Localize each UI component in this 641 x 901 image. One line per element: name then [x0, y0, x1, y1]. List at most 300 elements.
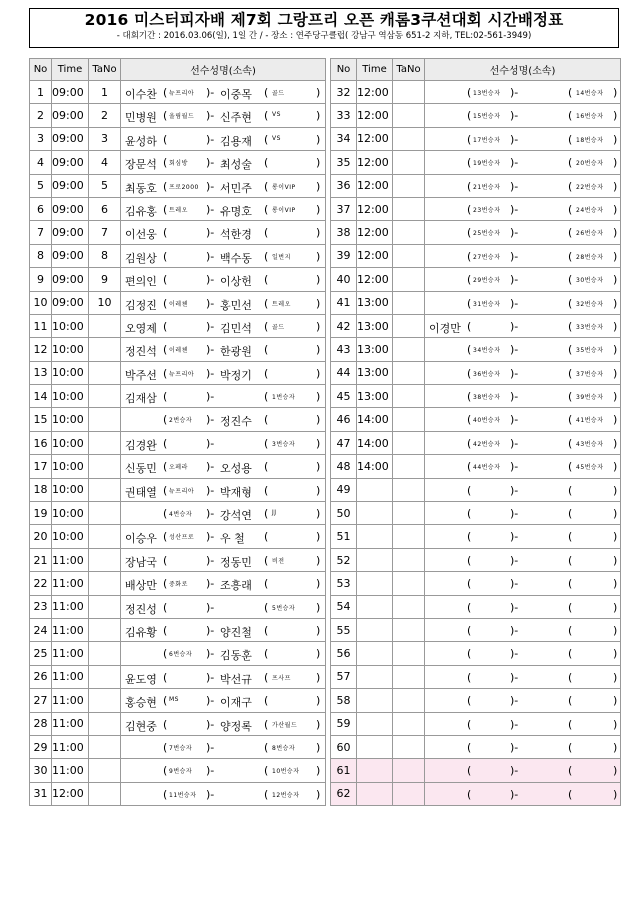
paren-open: (: [264, 86, 269, 99]
table-row: [30, 268, 326, 291]
paren-close-dash: )-: [510, 436, 519, 450]
row-table-number: [393, 197, 425, 220]
player2-name: 이상헌: [220, 275, 252, 289]
row-table-number: [393, 455, 425, 478]
row-number: 57: [331, 665, 357, 688]
row-time: 12:00: [357, 221, 393, 244]
row-table-number: [89, 338, 121, 361]
player1-name: 배상만: [125, 579, 157, 593]
player1-name: 장남국: [125, 555, 157, 569]
row-players: [425, 525, 621, 548]
row-players: [121, 642, 326, 665]
row-time: 10:00: [52, 478, 89, 501]
row-time: 10:00: [52, 525, 89, 548]
player2-club: 프사프: [272, 674, 291, 682]
row-table-number: [89, 361, 121, 384]
paren-open: (: [163, 179, 168, 193]
row-time: 13:00: [357, 291, 393, 314]
paren-open: (: [163, 226, 168, 240]
player1-club: 27번승자: [473, 253, 501, 261]
player1-club: 19번승자: [473, 160, 501, 168]
table-row: [30, 174, 326, 197]
player1-club: 40번승자: [473, 417, 501, 425]
paren-open: (: [467, 343, 472, 357]
player1-name: 김경완: [125, 438, 157, 452]
row-time: 09:00: [52, 151, 89, 174]
paren-open: (: [264, 623, 269, 637]
player1-name: 윤성하: [125, 134, 157, 148]
player1-club: 올림월드: [169, 113, 195, 121]
paren-close: ): [613, 577, 618, 591]
column-header-time: Time: [52, 59, 89, 81]
player1-name: 민병원: [125, 111, 157, 125]
row-table-number: [89, 502, 121, 525]
row-table-number: [89, 408, 121, 431]
paren-open: (: [163, 483, 168, 497]
player2-name: 조흥래: [220, 579, 252, 593]
table-row: [30, 244, 326, 267]
row-players: [425, 618, 621, 641]
paren-open: (: [568, 202, 573, 216]
paren-open: (: [163, 717, 168, 731]
table-row: [30, 104, 326, 127]
paren-close: ): [613, 296, 618, 310]
paren-close: ): [316, 764, 321, 778]
player2-club: 16번승자: [576, 113, 604, 121]
paren-close-dash: )-: [206, 413, 215, 427]
table-row: [30, 431, 326, 454]
paren-open: (: [467, 226, 472, 240]
player2-name: 정진수: [220, 415, 252, 429]
row-time: 09:00: [52, 221, 89, 244]
table-row: [331, 104, 621, 127]
paren-close-dash: )-: [510, 390, 519, 404]
paren-open: (: [568, 483, 573, 497]
table-row: [30, 618, 326, 641]
column-header-players: 선수성명(소속): [425, 59, 621, 81]
paren-close-dash: )-: [510, 694, 519, 708]
table-row: [30, 338, 326, 361]
paren-close: ): [613, 647, 618, 661]
row-number: 38: [331, 221, 357, 244]
row-players: [425, 455, 621, 478]
row-players: [121, 665, 326, 688]
row-number: 11: [30, 314, 52, 337]
row-time: 13:00: [357, 314, 393, 337]
table-row: [30, 595, 326, 618]
table-row: [30, 455, 326, 478]
player1-club: 이레첸: [169, 347, 188, 355]
paren-close-dash: )-: [510, 226, 519, 240]
paren-close: ): [613, 600, 618, 614]
table-row: [331, 502, 621, 525]
player2-club: 12번승자: [272, 791, 300, 799]
row-time: 10:00: [52, 314, 89, 337]
row-players: [425, 595, 621, 618]
row-table-number: [89, 314, 121, 337]
player2-name: 박정기: [220, 368, 252, 382]
paren-close: ): [613, 507, 618, 521]
paren-close-dash: )-: [206, 202, 215, 216]
table-row: [30, 572, 326, 595]
row-table-number: [393, 525, 425, 548]
row-table-number: [393, 221, 425, 244]
row-table-number: 2: [89, 104, 121, 127]
row-table-number: [393, 408, 425, 431]
table-row: [331, 81, 621, 104]
table-row: [331, 244, 621, 267]
paren-open: (: [264, 787, 269, 801]
player1-club: 트레오: [169, 206, 188, 214]
paren-open: (: [467, 413, 472, 427]
table-row: [331, 548, 621, 571]
row-players: [425, 338, 621, 361]
column-header-tano: TaNo: [89, 59, 121, 81]
paren-open: (: [467, 530, 472, 544]
player2-club: 3번승자: [272, 440, 296, 448]
row-number: 29: [30, 735, 52, 758]
paren-open: (: [163, 764, 168, 778]
paren-open: (: [163, 670, 168, 684]
player2-club: VS: [272, 111, 281, 119]
row-number: 32: [331, 81, 357, 104]
paren-open: (: [467, 600, 472, 614]
row-table-number: [393, 174, 425, 197]
player1-name: 정진석: [125, 345, 157, 359]
row-table-number: 3: [89, 127, 121, 150]
row-time: 12:00: [357, 104, 393, 127]
paren-close: ): [613, 483, 618, 497]
player1-club: 13번승자: [473, 90, 501, 97]
row-number: 24: [30, 618, 52, 641]
paren-open: (: [568, 670, 573, 684]
column-header-players: 선수성명(소속): [121, 59, 326, 81]
row-time: 11:00: [52, 572, 89, 595]
paren-open: (: [163, 156, 168, 170]
row-players: [121, 689, 326, 712]
player2-club: 트레오: [272, 300, 291, 308]
player1-club: 44번승자: [473, 464, 501, 472]
paren-open: (: [163, 86, 168, 99]
row-time: [357, 618, 393, 641]
paren-open: (: [264, 740, 269, 754]
row-number: 56: [331, 642, 357, 665]
row-time: [357, 735, 393, 758]
paren-close: ): [613, 273, 618, 287]
row-players: [425, 104, 621, 127]
player1-name: 김재삼: [125, 392, 157, 406]
paren-open: (: [264, 319, 269, 333]
paren-close-dash: )-: [510, 109, 519, 123]
row-players: [425, 268, 621, 291]
row-time: [357, 572, 393, 595]
row-number: 46: [331, 408, 357, 431]
paren-open: (: [467, 647, 472, 661]
row-number: 16: [30, 431, 52, 454]
row-number: 50: [331, 502, 357, 525]
paren-open: (: [264, 202, 269, 216]
paren-open: (: [264, 717, 269, 731]
table-row: [331, 408, 621, 431]
row-number: 37: [331, 197, 357, 220]
row-players: [425, 689, 621, 712]
row-table-number: 10: [89, 291, 121, 314]
row-players: [121, 478, 326, 501]
paren-close: ): [613, 460, 618, 474]
row-time: 10:00: [52, 408, 89, 431]
paren-open: (: [264, 460, 269, 474]
paren-close-dash: )-: [510, 156, 519, 170]
paren-close: ): [613, 694, 618, 708]
player1-club: 17번승자: [473, 136, 501, 144]
paren-open: (: [568, 226, 573, 240]
row-table-number: 9: [89, 268, 121, 291]
schedule-table-right: [330, 58, 621, 806]
row-players: [425, 665, 621, 688]
paren-close: ): [316, 390, 321, 404]
row-time: 12:00: [357, 244, 393, 267]
paren-open: (: [568, 694, 573, 708]
paren-close-dash: )-: [510, 132, 519, 146]
row-table-number: 1: [89, 81, 121, 104]
paren-close: ): [316, 600, 321, 614]
row-time: 12:00: [357, 197, 393, 220]
row-players: [121, 595, 326, 618]
row-table-number: [393, 595, 425, 618]
table-row: [331, 689, 621, 712]
row-number: 59: [331, 712, 357, 735]
row-table-number: [393, 548, 425, 571]
paren-open: (: [467, 179, 472, 193]
player1-club: 29번승자: [473, 277, 501, 285]
row-time: 13:00: [357, 361, 393, 384]
player2-name: 김민석: [220, 321, 252, 335]
player2-name: 이재구: [220, 696, 252, 710]
row-number: 19: [30, 502, 52, 525]
row-time: 09:00: [52, 104, 89, 127]
paren-open: (: [163, 249, 168, 263]
row-number: 61: [331, 759, 357, 782]
player1-club: 뉴프리아: [169, 487, 195, 495]
paren-close: ): [316, 694, 321, 708]
paren-open: (: [568, 553, 573, 567]
player2-name: 김용재: [220, 134, 252, 148]
row-players: [425, 408, 621, 431]
player2-club: 비전: [272, 557, 285, 565]
paren-open: (: [568, 343, 573, 357]
paren-open: (: [467, 390, 472, 404]
row-table-number: [393, 385, 425, 408]
row-players: [425, 431, 621, 454]
row-table-number: [89, 455, 121, 478]
paren-close-dash: )-: [510, 202, 519, 216]
player1-name: 이수찬: [125, 88, 157, 101]
player2-name: 정동민: [220, 555, 252, 569]
row-players: [425, 291, 621, 314]
table-row: [30, 712, 326, 735]
paren-open: (: [467, 319, 472, 333]
column-header-tano: TaNo: [393, 59, 425, 81]
paren-close-dash: )-: [206, 343, 215, 357]
table-row: [30, 314, 326, 337]
row-number: 22: [30, 572, 52, 595]
table-row: [331, 361, 621, 384]
table-row: [30, 689, 326, 712]
player1-name: 김현중: [125, 719, 157, 733]
paren-close: ): [613, 226, 618, 240]
row-time: 09:00: [52, 291, 89, 314]
row-players: [121, 431, 326, 454]
paren-open: (: [568, 319, 573, 333]
row-players: [121, 197, 326, 220]
paren-close-dash: )-: [510, 530, 519, 544]
player1-name: 정진성: [125, 602, 157, 616]
row-number: 44: [331, 361, 357, 384]
paren-close-dash: )-: [510, 413, 519, 427]
row-time: [357, 759, 393, 782]
player2-name: 강석연: [220, 509, 252, 523]
row-table-number: [393, 735, 425, 758]
player1-club: 25번승자: [473, 230, 501, 238]
paren-close-dash: )-: [206, 764, 215, 778]
row-number: 27: [30, 689, 52, 712]
row-table-number: [89, 618, 121, 641]
paren-open: (: [467, 86, 472, 99]
paren-close: ): [316, 86, 321, 99]
document-title: 2016 미스터피자배 제7회 그랑프리 오픈 캐롬3쿠션대회 시간배정표: [84, 11, 564, 29]
player2-club: 롱이VIP: [272, 206, 296, 214]
paren-close-dash: )-: [206, 296, 215, 310]
player1-name: 권태열: [125, 485, 157, 499]
row-players: [121, 618, 326, 641]
paren-open: (: [568, 623, 573, 637]
paren-open: (: [264, 249, 269, 263]
player2-club: 30번승자: [576, 277, 604, 285]
row-time: 10:00: [52, 385, 89, 408]
table-row: [30, 502, 326, 525]
table-row: [30, 665, 326, 688]
paren-open: (: [467, 109, 472, 123]
row-players: [121, 127, 326, 150]
table-row: [331, 174, 621, 197]
row-number: 28: [30, 712, 52, 735]
row-number: 9: [30, 268, 52, 291]
row-table-number: [89, 642, 121, 665]
paren-open: (: [163, 600, 168, 614]
row-number: 13: [30, 361, 52, 384]
paren-open: (: [467, 483, 472, 497]
row-players: [121, 548, 326, 571]
player2-name: 박선규: [220, 672, 252, 686]
paren-close-dash: )-: [206, 319, 215, 333]
paren-open: (: [264, 670, 269, 684]
row-table-number: [393, 689, 425, 712]
row-players: [121, 151, 326, 174]
table-row: [331, 455, 621, 478]
row-time: [357, 712, 393, 735]
player2-club: 32번승자: [576, 300, 604, 308]
row-players: [425, 361, 621, 384]
row-players: [425, 197, 621, 220]
row-time: [357, 595, 393, 618]
player1-name: 홍승현: [125, 696, 157, 710]
paren-open: (: [163, 460, 168, 474]
paren-open: (: [264, 413, 269, 427]
row-time: 14:00: [357, 408, 393, 431]
row-time: 12:00: [357, 268, 393, 291]
row-table-number: [89, 759, 121, 782]
table-row: [30, 291, 326, 314]
table-row: [331, 221, 621, 244]
row-time: 10:00: [52, 431, 89, 454]
paren-open: (: [163, 507, 168, 521]
row-time: 13:00: [357, 385, 393, 408]
row-number: 31: [30, 782, 52, 805]
table-row: [30, 385, 326, 408]
row-number: 2: [30, 104, 52, 127]
player1-club: 중화로: [169, 581, 188, 589]
row-number: 53: [331, 572, 357, 595]
row-players: [425, 151, 621, 174]
paren-close-dash: )-: [510, 717, 519, 731]
row-players: [425, 759, 621, 782]
table-row: [331, 197, 621, 220]
paren-close: ): [316, 577, 321, 591]
table-row: [30, 548, 326, 571]
paren-close: ): [613, 390, 618, 404]
row-number: 35: [331, 151, 357, 174]
paren-open: (: [264, 296, 269, 310]
paren-open: (: [163, 647, 168, 661]
player1-name: 편의인: [125, 275, 157, 289]
table-row: [30, 735, 326, 758]
player2-name: 석한경: [220, 228, 252, 242]
row-time: 12:00: [357, 174, 393, 197]
table-row: [30, 525, 326, 548]
paren-open: (: [568, 132, 573, 146]
column-header-no: No: [331, 59, 357, 81]
table-row: [30, 81, 326, 104]
row-players: [425, 385, 621, 408]
table-row: [331, 712, 621, 735]
row-table-number: 8: [89, 244, 121, 267]
player2-club: 5번승자: [272, 604, 296, 612]
paren-close: ): [613, 436, 618, 450]
row-number: 60: [331, 735, 357, 758]
row-players: [425, 712, 621, 735]
paren-close: ): [613, 670, 618, 684]
paren-open: (: [568, 366, 573, 380]
paren-close-dash: )-: [206, 179, 215, 193]
player2-club: 26번승자: [576, 230, 604, 238]
paren-open: (: [264, 483, 269, 497]
player1-club: 뉴프리아: [169, 90, 195, 97]
paren-close-dash: )-: [206, 273, 215, 287]
paren-close-dash: )-: [206, 249, 215, 263]
row-number: 15: [30, 408, 52, 431]
row-table-number: [89, 525, 121, 548]
row-players: [121, 268, 326, 291]
paren-close-dash: )-: [206, 483, 215, 497]
paren-open: (: [264, 436, 269, 450]
paren-close: ): [316, 109, 321, 123]
player2-club: 33번승자: [576, 323, 604, 331]
row-number: 45: [331, 385, 357, 408]
paren-close-dash: )-: [510, 86, 519, 99]
player2-name: 신주현: [220, 111, 252, 125]
player1-name: 윤도영: [125, 672, 157, 686]
player1-name: 김정진: [125, 298, 157, 312]
